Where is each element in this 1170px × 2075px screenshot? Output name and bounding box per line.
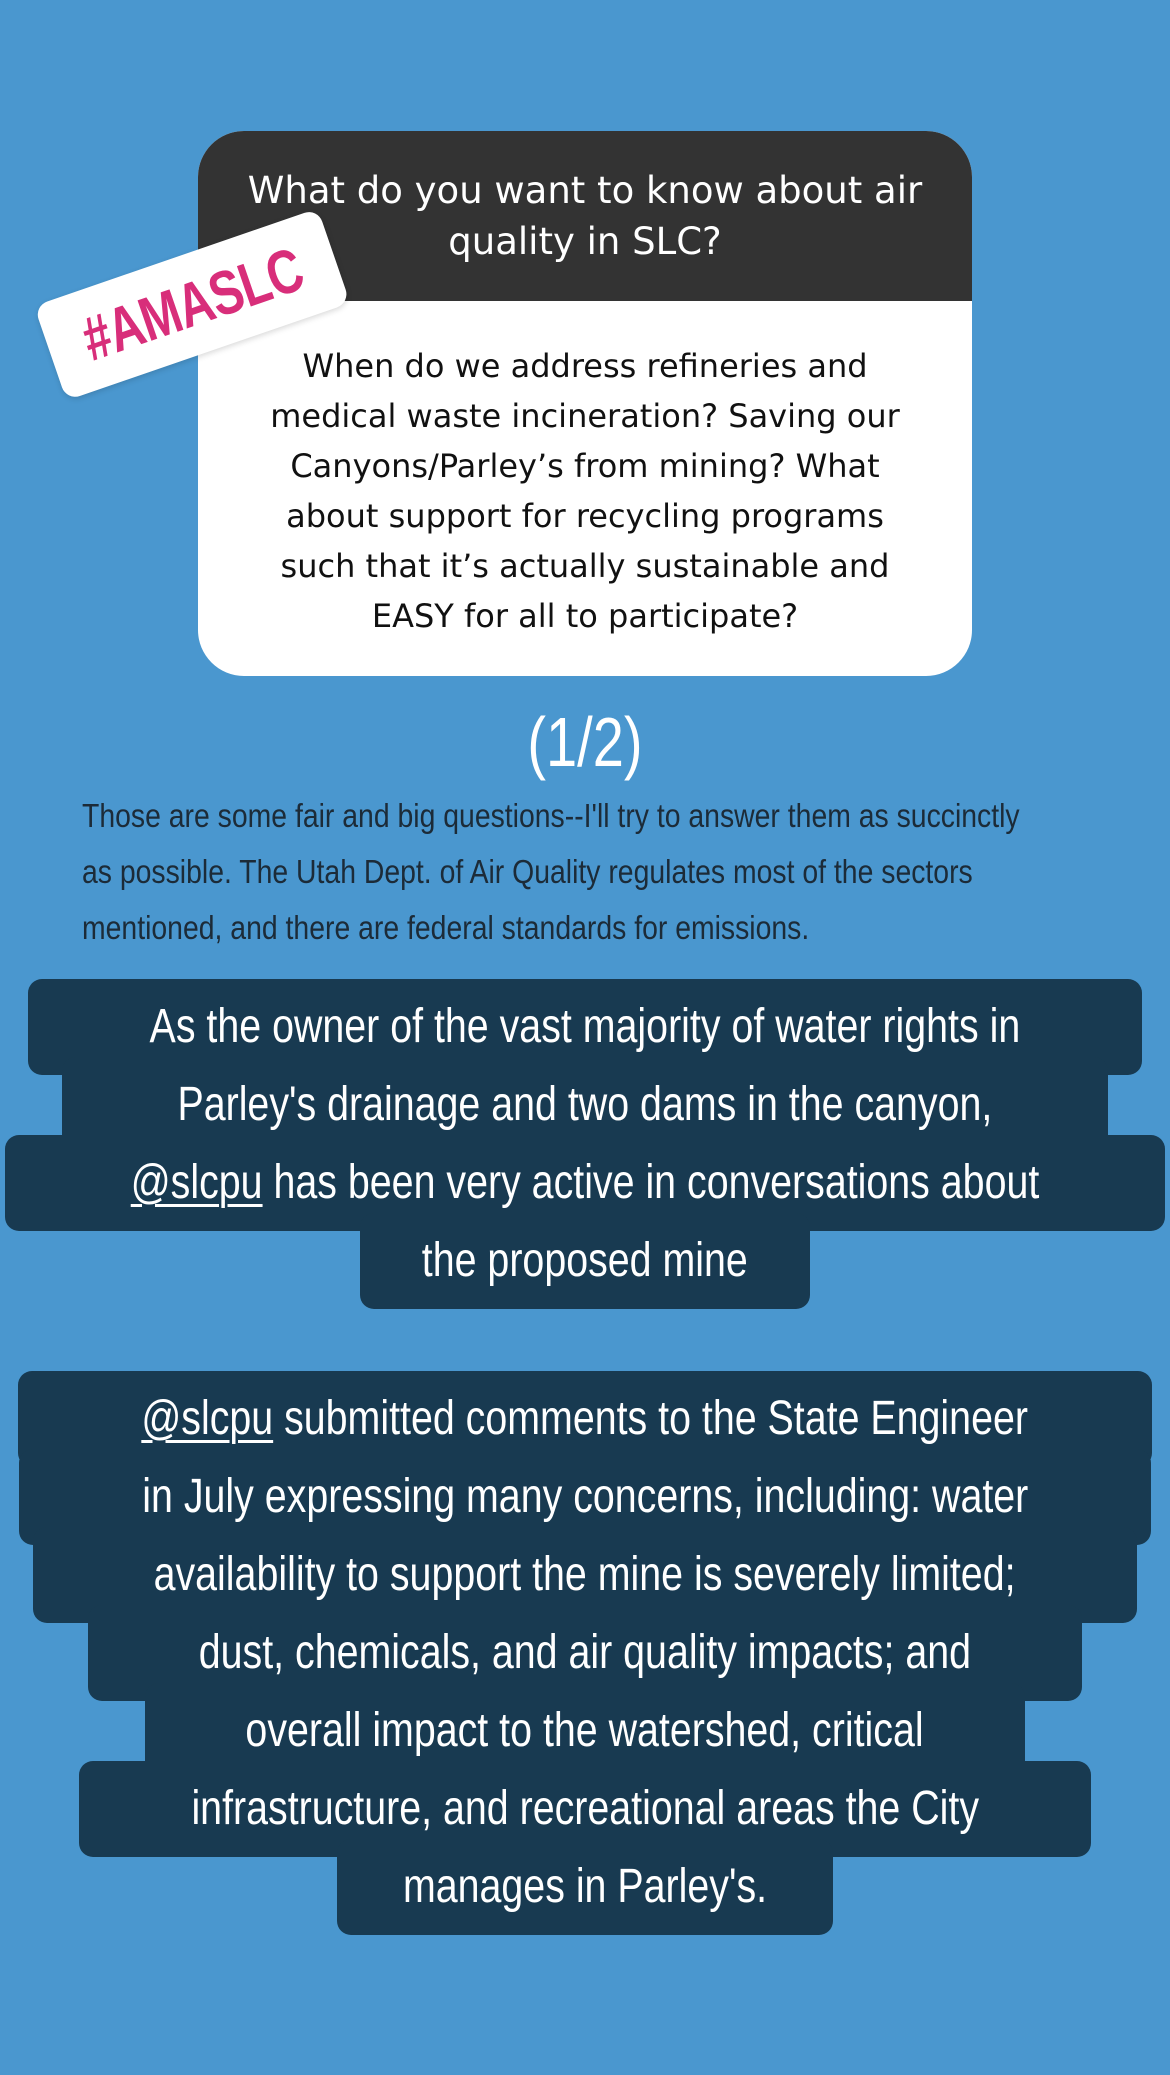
highlight-line: Parley's drainage and two dams in the canyon, <box>177 1078 993 1131</box>
highlight-row <box>0 1144 1170 1222</box>
slcpu-mention-link[interactable]: @slcpu <box>141 1392 274 1445</box>
highlight-row <box>0 1380 1170 1458</box>
highlight-row <box>0 1066 1170 1144</box>
intro-line: as possible. The Utah Dept. of Air Quality regulates most of the sectors <box>82 853 973 890</box>
highlight-block-comments <box>0 1380 1170 1926</box>
highlight-line: availability to support the mine is severely limited; <box>154 1548 1016 1601</box>
intro-line: Those are some fair and big questions--I'll try to answer them as succinctly <box>82 797 1020 834</box>
highlight-row <box>0 1848 1170 1926</box>
answer-line: When do we address refineries and <box>302 347 868 385</box>
hashtag-text: #AMASLC <box>72 234 312 375</box>
question-text: What do you want to know about air quality in SLC? <box>198 131 972 301</box>
page-counter <box>0 702 1170 782</box>
intro-line: mentioned, and there are federal standards for emissions. <box>82 909 810 946</box>
answer-line: about support for recycling programs <box>286 497 884 535</box>
answer-text <box>198 301 972 641</box>
highlight-row <box>0 1770 1170 1848</box>
answer-line: EASY for all to participate? <box>371 597 799 635</box>
highlight-line: the proposed mine <box>421 1234 749 1287</box>
highlight-block-slcpu-role <box>0 988 1170 1300</box>
highlight-line: overall impact to the watershed, critical <box>245 1704 925 1757</box>
highlight-row <box>0 1458 1170 1536</box>
highlight-row <box>0 1614 1170 1692</box>
highlight-row <box>0 988 1170 1066</box>
slcpu-mention-link[interactable]: @slcpu <box>130 1156 263 1209</box>
highlight-line: dust, chemicals, and air quality impacts; and <box>198 1626 972 1679</box>
answer-line: such that it’s actually sustainable and <box>280 547 890 585</box>
highlight-row <box>0 1222 1170 1300</box>
highlight-line: infrastructure, and recreational areas the City <box>191 1782 979 1835</box>
intro-paragraph <box>82 788 1122 956</box>
highlight-line: submitted comments to the State Engineer <box>273 1392 1029 1445</box>
highlight-line: in July expressing many concerns, including: water <box>141 1470 1029 1523</box>
page-counter-text: (1/2) <box>527 703 643 781</box>
highlight-line: has been very active in conversations about <box>262 1156 1040 1209</box>
highlight-line: As the owner of the vast majority of water rights in <box>149 1000 1021 1053</box>
answer-line: Canyons/Parley’s from mining? What <box>290 447 880 485</box>
answer-line: medical waste incineration? Saving our <box>270 397 900 435</box>
highlight-row <box>0 1536 1170 1614</box>
highlight-line: manages in Parley's. <box>402 1860 768 1913</box>
highlight-row <box>0 1692 1170 1770</box>
